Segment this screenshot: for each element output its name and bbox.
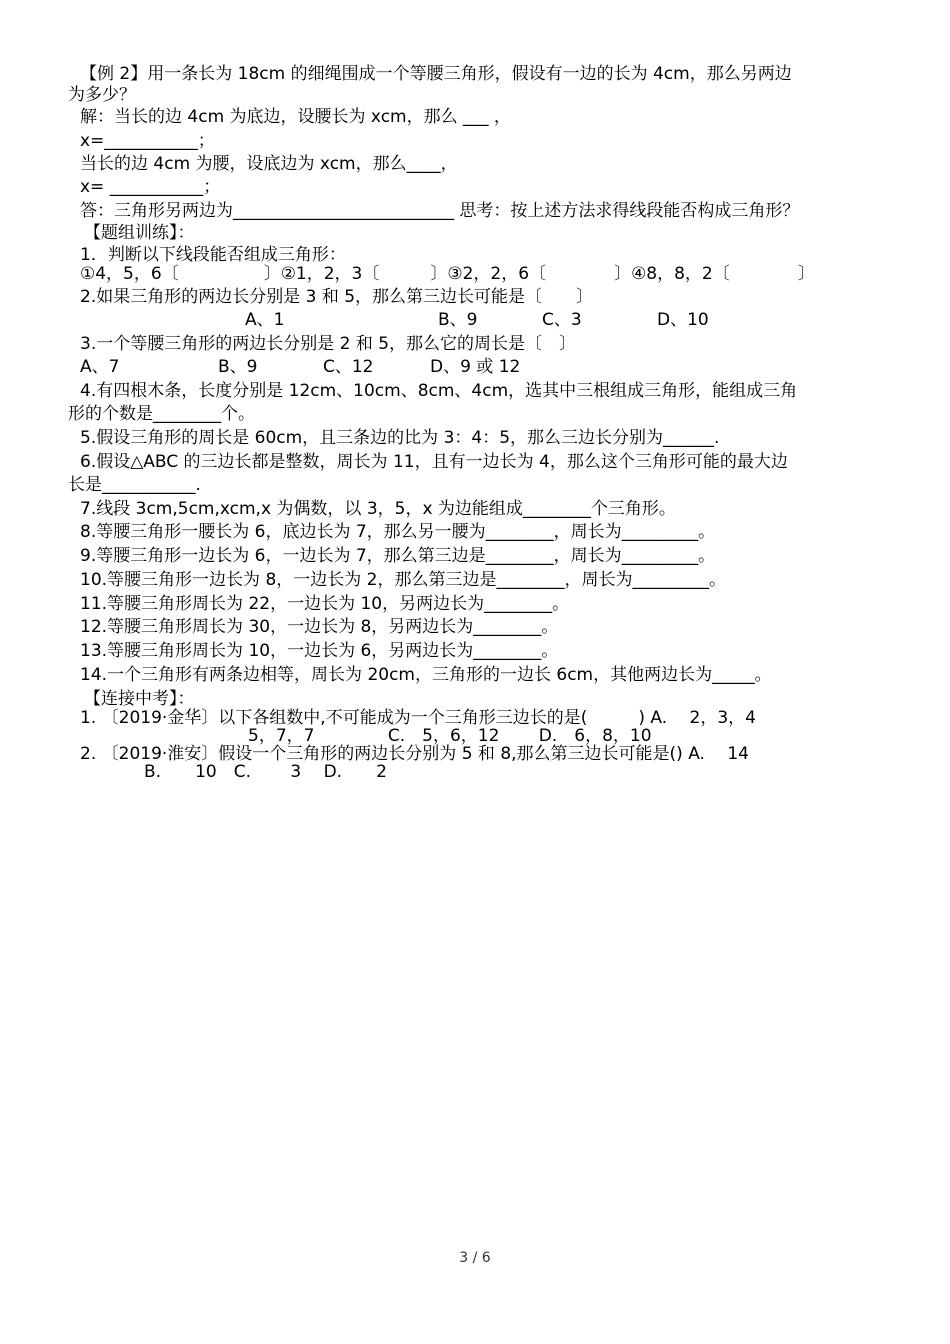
- exam-q1-options: 5，7，7 C. 5，6，12 D. 6，8，10: [248, 726, 652, 746]
- training-q1-options: ①4，5，6〔 〕②1，2，3〔 〕③2，2，6〔 〕④8，8，2〔 〕: [80, 264, 815, 284]
- example-2-question: 【例 2】用一条长为 18cm 的细绳围成一个等腰三角形，假设有一边的长为 4cm，那么另两边: [80, 64, 792, 84]
- training-q6-cont: 长是___________.: [68, 475, 201, 495]
- training-q2-option-c: C、3: [542, 310, 582, 330]
- training-q9: 9.等腰三角形一边长为 6，一边长为 7，那么第三边是________，周长为_________。: [80, 546, 716, 566]
- training-q2-option-b: B、9: [438, 310, 478, 330]
- training-heading: 【题组训练】：: [84, 223, 195, 243]
- training-q2: 2.如果三角形的两边长分别是 3 和 5，那么第三边长可能是〔 〕: [80, 287, 594, 307]
- page-number: 3 / 6: [459, 1250, 491, 1266]
- training-q12: 12.等腰三角形周长为 30，一边长为 8，另两边长为________。: [80, 617, 559, 637]
- solution-line-3: 当长的边 4cm 为腰，设底边为 xcm，那么____，: [80, 154, 458, 174]
- training-q6: 6.假设△ABC 的三边长都是整数，周长为 11，且有一边长为 4，那么这个三角形可能的最大边: [80, 452, 788, 472]
- training-q8: 8.等腰三角形一腰长为 6，底边长为 7，那么另一腰为________，周长为_________。: [80, 522, 716, 542]
- exam-q1: 1. 〔2019·金华〕以下各组数中,不可能成为一个三角形三边长的是( ) A. 2，3，4: [80, 708, 756, 728]
- training-q3: 3.一个等腰三角形的两边长分别是 2 和 5，那么它的周长是〔 〕: [80, 334, 577, 354]
- training-q11: 11.等腰三角形周长为 22，一边长为 10，另两边长为________。: [80, 594, 570, 614]
- training-q14: 14.一个三角形有两条边相等，周长为 20cm，三角形的一边长 6cm，其他两边长为_____。: [80, 665, 772, 685]
- answer-line: 答：三角形另两边为__________________________ 思考：按上述方法求得线段能否构成三角形？: [80, 201, 800, 221]
- training-q2-option-a: A、1: [245, 310, 285, 330]
- training-q7: 7.线段 3cm,5cm,xcm,x 为偶数，以 3，5，x 为边能组成________个三角形。: [80, 499, 676, 519]
- training-q10: 10.等腰三角形一边长为 8，一边长为 2，那么第三边是________，周长为_________。: [80, 570, 726, 590]
- exam-q2: 2. 〔2019·淮安〕假设一个三角形的两边长分别为 5 和 8,那么第三边长可能是() A. 14: [80, 744, 749, 764]
- solution-line-2: x=___________；: [80, 131, 215, 151]
- training-q5: 5.假设三角形的周长是 60cm，且三条边的比为 3：4：5，那么三边长分别为______.: [80, 428, 720, 448]
- solution-line-1: 解：当长的边 4cm 为底边，设腰长为 xcm，那么 ___ ，: [80, 107, 511, 127]
- training-q2-option-d: D、10: [657, 310, 709, 330]
- training-q3-option-d: D、9 或 12: [430, 357, 521, 377]
- solution-line-4: x= ___________；: [80, 177, 221, 197]
- training-q3-option-c: C、12: [323, 357, 374, 377]
- training-q13: 13.等腰三角形周长为 10，一边长为 6，另两边长为________。: [80, 641, 559, 661]
- training-q4-cont: 形的个数是________个。: [68, 404, 255, 424]
- training-q1: 1．判断以下线段能否组成三角形：: [80, 245, 346, 265]
- training-q4: 4.有四根木条，长度分别是 12cm、10cm、8cm、4cm，选其中三根组成三角形，能组成三角: [80, 381, 798, 401]
- training-q3-option-b: B、9: [218, 357, 258, 377]
- exam-heading: 【连接中考】：: [84, 689, 195, 709]
- training-q3-option-a: A、7: [80, 357, 120, 377]
- exam-q2-options: B. 10 C. 3 D. 2: [144, 762, 387, 782]
- example-2-question-cont: 为多少？: [68, 85, 136, 105]
